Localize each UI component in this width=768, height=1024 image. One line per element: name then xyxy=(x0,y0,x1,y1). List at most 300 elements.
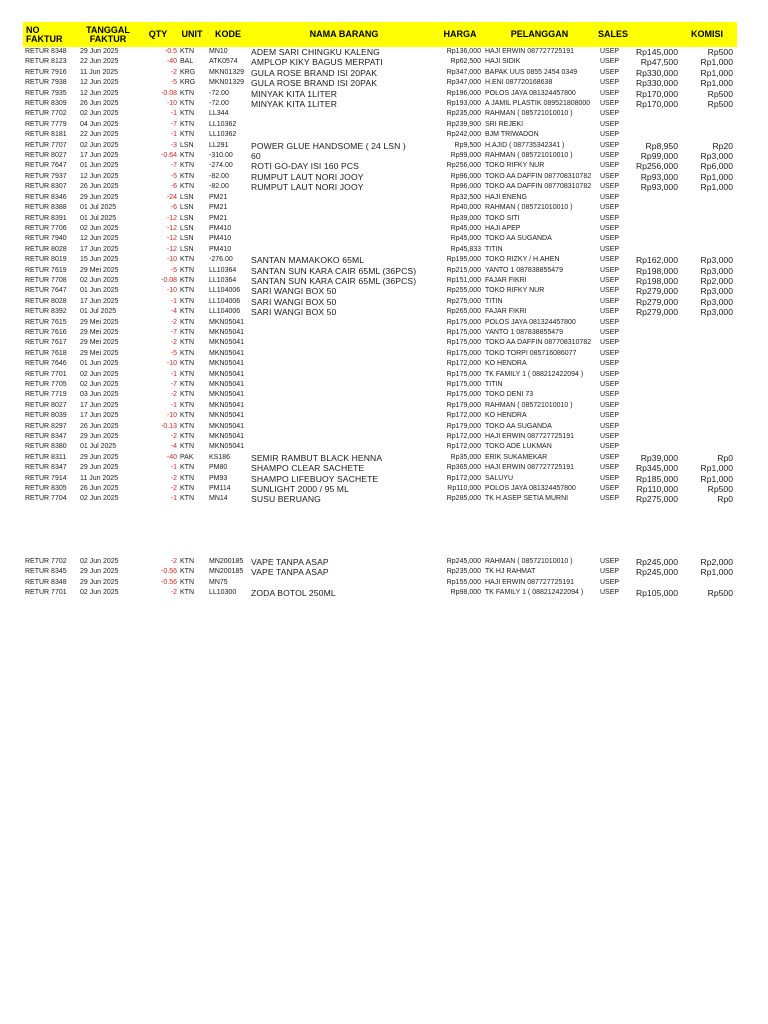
qty-cell[interactable]: -2 xyxy=(170,474,177,482)
unit-cell[interactable]: LSN xyxy=(180,245,194,253)
unit-cell[interactable]: KTN xyxy=(180,152,194,160)
qty-cell[interactable]: -7 xyxy=(170,381,177,388)
pelanggan-cell[interactable]: KO HENDRA xyxy=(485,412,527,420)
no-faktur-cell[interactable]: RETUR 7646 xyxy=(25,360,67,368)
nama-barang-cell[interactable] xyxy=(250,203,438,213)
sales-cell[interactable]: USEP xyxy=(600,172,620,180)
qty-cell[interactable]: -2 xyxy=(170,485,177,493)
harga-jual-cell[interactable] xyxy=(629,578,679,588)
harga-cell[interactable]: Rp172,000 xyxy=(446,474,481,482)
harga-cell[interactable]: Rp155,000 xyxy=(446,578,481,586)
pelanggan-cell[interactable]: TOKO AA SUGANDA xyxy=(485,235,552,243)
komisi-cell[interactable]: Rp3,000 xyxy=(700,255,733,266)
pelanggan-cell[interactable]: RAHMAN ( 085721010010 ) xyxy=(485,110,573,118)
qty-cell[interactable]: -0.56 xyxy=(161,578,177,586)
pelanggan-cell[interactable]: TITIN xyxy=(485,245,503,253)
qty-cell[interactable]: -1 xyxy=(170,495,177,503)
pelanggan-cell[interactable]: TOKO ADE LUKMAN xyxy=(485,443,552,451)
qty-cell[interactable]: -2 xyxy=(170,68,177,76)
harga-cell[interactable]: Rp285,000 xyxy=(446,495,481,503)
kode-cell[interactable]: ATK0574 xyxy=(209,58,238,66)
qty-cell[interactable]: -10 xyxy=(166,287,177,295)
komisi-cell[interactable] xyxy=(679,359,737,369)
komisi-cell[interactable]: Rp1,000 xyxy=(700,171,733,182)
kode-cell[interactable]: -276.00 xyxy=(209,256,233,264)
kode-cell[interactable]: -72.00 xyxy=(209,89,229,97)
kode-cell[interactable]: MKN05041 xyxy=(209,339,245,347)
harga-cell[interactable]: Rp239,900 xyxy=(446,120,481,128)
sales-cell[interactable]: USEP xyxy=(600,89,620,97)
sales-cell[interactable]: USEP xyxy=(600,204,620,212)
harga-cell[interactable]: Rp275,000 xyxy=(446,297,481,305)
kode-cell[interactable]: PM21 xyxy=(209,204,228,212)
nama-barang-cell[interactable]: SARI WANGI BOX 50 xyxy=(251,307,337,318)
tanggal-cell[interactable]: 04 Jun 2025 xyxy=(80,120,119,128)
qty-cell[interactable]: -1 xyxy=(170,297,177,305)
sales-cell[interactable]: USEP xyxy=(600,433,620,441)
harga-cell[interactable]: Rp45,833 xyxy=(450,245,481,253)
komisi-cell[interactable] xyxy=(679,130,737,140)
no-faktur-cell[interactable]: RETUR 7647 xyxy=(25,162,67,170)
nama-barang-cell[interactable] xyxy=(250,422,438,432)
nama-barang-cell[interactable]: GULA ROSE BRAND ISI 20PAK xyxy=(251,78,378,89)
harga-jual-cell[interactable]: Rp8,950 xyxy=(645,140,678,151)
sales-cell[interactable]: USEP xyxy=(600,328,620,336)
harga-jual-cell[interactable]: Rp198,000 xyxy=(635,275,678,286)
tanggal-cell[interactable]: 29 Mei 2025 xyxy=(80,349,119,357)
tanggal-cell[interactable]: 01 Jul 2025 xyxy=(80,204,117,212)
nama-barang-cell[interactable]: POWER GLUE HANDSOME ( 24 LSN ) xyxy=(251,140,406,151)
harga-cell[interactable]: Rp179,000 xyxy=(446,401,481,409)
no-faktur-cell[interactable]: RETUR 7719 xyxy=(25,391,67,399)
unit-cell[interactable]: KTN xyxy=(180,308,194,316)
pelanggan-cell[interactable]: ERIK SUKAMEKAR xyxy=(485,453,548,461)
harga-jual-cell[interactable] xyxy=(629,442,679,452)
unit-cell[interactable]: KTN xyxy=(180,297,194,305)
nama-barang-cell[interactable]: VAPE TANPA ASAP xyxy=(251,556,329,567)
no-faktur-cell[interactable]: RETUR 7707 xyxy=(25,141,67,149)
unit-cell[interactable]: KTN xyxy=(180,495,194,503)
qty-cell[interactable]: -2 xyxy=(170,339,177,347)
no-faktur-cell[interactable]: RETUR 8305 xyxy=(25,485,67,493)
kode-cell[interactable]: PM21 xyxy=(209,214,228,222)
harga-cell[interactable]: Rp151,000 xyxy=(446,276,481,284)
no-faktur-cell[interactable]: RETUR 8392 xyxy=(25,308,67,316)
harga-jual-cell[interactable] xyxy=(629,432,679,442)
komisi-cell[interactable]: Rp500 xyxy=(707,588,733,599)
kode-cell[interactable]: PM80 xyxy=(209,464,228,472)
harga-cell[interactable]: Rp235,000 xyxy=(446,110,481,118)
no-faktur-cell[interactable]: RETUR 7708 xyxy=(25,276,67,284)
komisi-cell[interactable] xyxy=(679,411,737,421)
qty-cell[interactable]: -12 xyxy=(166,214,177,222)
unit-cell[interactable]: KTN xyxy=(180,589,194,597)
qty-cell[interactable]: -2 xyxy=(170,557,177,565)
nama-barang-cell[interactable] xyxy=(250,109,438,119)
no-faktur-cell[interactable]: RETUR 7705 xyxy=(25,381,67,388)
komisi-cell[interactable]: Rp0 xyxy=(717,494,733,505)
harga-jual-cell[interactable] xyxy=(629,214,679,224)
nama-barang-cell[interactable]: SEMIR RAMBUT BLACK HENNA xyxy=(251,452,383,463)
harga-jual-cell[interactable]: Rp170,000 xyxy=(635,88,678,99)
sales-cell[interactable]: USEP xyxy=(600,214,620,222)
pelanggan-cell[interactable]: TK FAMILY 1 ( 088212422094 ) xyxy=(485,589,584,597)
harga-jual-cell[interactable]: Rp345,000 xyxy=(635,463,678,474)
tanggal-cell[interactable]: 15 Jun 2025 xyxy=(80,256,119,264)
sales-cell[interactable]: USEP xyxy=(600,79,620,87)
nama-barang-cell[interactable] xyxy=(250,442,438,452)
sales-cell[interactable]: USEP xyxy=(600,401,620,409)
harga-cell[interactable]: Rp62,500 xyxy=(450,58,481,66)
kode-cell[interactable]: MKN05041 xyxy=(209,370,245,378)
sales-cell[interactable]: USEP xyxy=(600,370,620,378)
no-faktur-cell[interactable]: RETUR 8123 xyxy=(25,58,67,66)
sales-cell[interactable]: USEP xyxy=(600,474,620,482)
harga-jual-cell[interactable] xyxy=(629,338,679,348)
sales-cell[interactable]: USEP xyxy=(600,152,620,160)
qty-cell[interactable]: -5 xyxy=(170,172,177,180)
no-faktur-cell[interactable]: RETUR 7619 xyxy=(25,266,67,274)
nama-barang-cell[interactable] xyxy=(250,328,438,338)
komisi-cell[interactable]: Rp500 xyxy=(707,88,733,99)
unit-cell[interactable]: KTN xyxy=(180,360,194,368)
komisi-cell[interactable] xyxy=(679,370,737,380)
kode-cell[interactable]: MKN01329 xyxy=(209,79,245,87)
qty-cell[interactable]: -4 xyxy=(170,308,177,316)
harga-jual-cell[interactable]: Rp245,000 xyxy=(635,567,678,578)
qty-cell[interactable]: -5 xyxy=(170,349,177,357)
qty-cell[interactable]: -1 xyxy=(170,110,177,118)
komisi-cell[interactable]: Rp3,000 xyxy=(700,286,733,297)
komisi-cell[interactable] xyxy=(679,442,737,452)
harga-jual-cell[interactable] xyxy=(629,109,679,119)
komisi-cell[interactable]: Rp3,000 xyxy=(700,151,733,162)
sales-cell[interactable]: USEP xyxy=(600,287,620,295)
pelanggan-cell[interactable]: BJM TRIWADON xyxy=(485,131,539,139)
unit-cell[interactable]: KTN xyxy=(180,568,194,576)
no-faktur-cell[interactable]: RETUR 7704 xyxy=(25,495,67,503)
harga-cell[interactable]: Rp39,000 xyxy=(450,214,481,222)
harga-jual-cell[interactable] xyxy=(629,318,679,328)
kode-cell[interactable]: MKN01329 xyxy=(209,68,245,76)
no-faktur-cell[interactable]: RETUR 8311 xyxy=(25,453,67,461)
harga-cell[interactable]: Rp99,000 xyxy=(450,152,481,160)
harga-jual-cell[interactable] xyxy=(629,411,679,421)
sales-cell[interactable]: USEP xyxy=(600,256,620,264)
harga-jual-cell[interactable]: Rp170,000 xyxy=(635,99,678,110)
pelanggan-cell[interactable]: TOKO DENI 73 xyxy=(485,391,534,399)
harga-cell[interactable]: Rp32,500 xyxy=(450,193,481,201)
kode-cell[interactable]: MKN05041 xyxy=(209,391,245,399)
tanggal-cell[interactable]: 17 Jun 2025 xyxy=(80,401,119,409)
unit-cell[interactable]: KTN xyxy=(180,422,194,430)
harga-cell[interactable]: Rp235,000 xyxy=(446,568,481,576)
unit-cell[interactable]: BAL xyxy=(180,58,194,66)
komisi-cell[interactable]: Rp1,000 xyxy=(700,473,733,484)
no-faktur-cell[interactable]: RETUR 7706 xyxy=(25,224,67,232)
harga-jual-cell[interactable] xyxy=(629,401,679,411)
harga-cell[interactable]: Rp175,000 xyxy=(446,339,481,347)
kode-cell[interactable]: LL10364 xyxy=(209,276,237,284)
pelanggan-cell[interactable]: TOKO AA SUGANDA xyxy=(485,422,552,430)
qty-cell[interactable]: -0.64 xyxy=(161,152,177,160)
harga-cell[interactable]: Rp215,000 xyxy=(446,266,481,274)
komisi-cell[interactable] xyxy=(679,432,737,442)
kode-cell[interactable]: MN10 xyxy=(209,48,228,55)
unit-cell[interactable]: LSN xyxy=(180,224,194,232)
unit-cell[interactable]: KTN xyxy=(180,276,194,284)
unit-cell[interactable]: KTN xyxy=(180,485,194,493)
pelanggan-cell[interactable]: HAJI ERWIN 087727725191 xyxy=(485,48,574,55)
pelanggan-cell[interactable]: TK HJ RAHMAT xyxy=(485,568,536,576)
tanggal-cell[interactable]: 17 Jun 2025 xyxy=(80,297,119,305)
kode-cell[interactable]: LL291 xyxy=(209,141,229,149)
harga-cell[interactable]: Rp365,000 xyxy=(446,464,481,472)
nama-barang-cell[interactable]: MINYAK KITA 1LITER xyxy=(251,99,338,110)
harga-jual-cell[interactable]: Rp256,000 xyxy=(635,161,678,172)
harga-jual-cell[interactable]: Rp47,500 xyxy=(640,57,678,68)
komisi-cell[interactable] xyxy=(679,109,737,119)
unit-cell[interactable]: KTN xyxy=(180,474,194,482)
sales-cell[interactable]: USEP xyxy=(600,568,620,576)
tanggal-cell[interactable]: 26 Jun 2025 xyxy=(80,183,119,191)
harga-jual-cell[interactable] xyxy=(629,380,679,390)
komisi-cell[interactable]: Rp6,000 xyxy=(700,161,733,172)
pelanggan-cell[interactable]: H.ENI 087720168638 xyxy=(485,79,553,87)
no-faktur-cell[interactable]: RETUR 7615 xyxy=(25,318,67,326)
no-faktur-cell[interactable]: RETUR 7940 xyxy=(25,235,67,243)
harga-cell[interactable]: Rp175,000 xyxy=(446,349,481,357)
komisi-cell[interactable] xyxy=(679,401,737,411)
pelanggan-cell[interactable]: TITIN xyxy=(485,297,503,305)
pelanggan-cell[interactable]: YANTO 1 087838855479 xyxy=(485,328,563,336)
harga-cell[interactable]: Rp242,000 xyxy=(446,131,481,139)
qty-cell[interactable]: -0.08 xyxy=(161,89,177,97)
pelanggan-cell[interactable]: TOKO RIZKY / H.AHEN xyxy=(485,256,560,264)
tanggal-cell[interactable]: 29 Jun 2025 xyxy=(80,433,119,441)
sales-cell[interactable]: USEP xyxy=(600,443,620,451)
komisi-cell[interactable]: Rp0 xyxy=(717,452,733,463)
no-faktur-cell[interactable]: RETUR 7916 xyxy=(25,68,67,76)
sales-cell[interactable]: USEP xyxy=(600,297,620,305)
kode-cell[interactable]: LL10362 xyxy=(209,120,237,128)
sales-cell[interactable]: USEP xyxy=(600,557,620,565)
qty-cell[interactable]: -0.56 xyxy=(161,568,177,576)
nama-barang-cell[interactable] xyxy=(250,193,438,203)
pelanggan-cell[interactable]: RAHMAN ( 085721010010 ) xyxy=(485,152,573,160)
pelanggan-cell[interactable]: TOKO AA DAFFIN 087708310782 xyxy=(485,172,592,180)
unit-cell[interactable]: KTN xyxy=(180,89,194,97)
qty-cell[interactable]: -1 xyxy=(170,464,177,472)
kode-cell[interactable]: MKN05041 xyxy=(209,328,245,336)
kode-cell[interactable]: LL10300 xyxy=(209,589,237,597)
unit-cell[interactable]: KTN xyxy=(180,443,194,451)
tanggal-cell[interactable]: 11 Jun 2025 xyxy=(80,474,119,482)
unit-cell[interactable]: LSN xyxy=(180,204,194,212)
tanggal-cell[interactable]: 17 Jun 2025 xyxy=(80,152,119,160)
sales-cell[interactable]: USEP xyxy=(600,183,620,191)
kode-cell[interactable]: PM410 xyxy=(209,224,232,232)
sales-cell[interactable]: USEP xyxy=(600,589,620,597)
tanggal-cell[interactable]: 01 Jul 2025 xyxy=(80,214,117,222)
kode-cell[interactable]: MKN05041 xyxy=(209,443,245,451)
unit-cell[interactable]: LSN xyxy=(180,214,194,222)
komisi-cell[interactable] xyxy=(679,193,737,203)
komisi-cell[interactable]: Rp500 xyxy=(707,47,733,57)
tanggal-cell[interactable]: 02 Jun 2025 xyxy=(80,110,119,118)
no-faktur-cell[interactable]: RETUR 8297 xyxy=(25,422,67,430)
pelanggan-cell[interactable]: POLOS JAYA 081324457800 xyxy=(485,318,576,326)
kode-cell[interactable]: MKN05041 xyxy=(209,401,245,409)
pelanggan-cell[interactable]: FAJAR FIKRI xyxy=(485,308,527,316)
komisi-cell[interactable]: Rp1,000 xyxy=(700,78,733,89)
nama-barang-cell[interactable] xyxy=(250,245,438,255)
harga-jual-cell[interactable]: Rp93,000 xyxy=(640,182,678,193)
tanggal-cell[interactable]: 29 Mei 2025 xyxy=(80,266,119,274)
unit-cell[interactable]: KTN xyxy=(180,464,194,472)
kode-cell[interactable]: PM410 xyxy=(209,235,232,243)
nama-barang-cell[interactable] xyxy=(250,120,438,130)
pelanggan-cell[interactable]: HAJI SIDIK xyxy=(485,58,521,66)
harga-cell[interactable]: Rp179,000 xyxy=(446,422,481,430)
harga-cell[interactable]: Rp110,000 xyxy=(447,485,481,493)
harga-cell[interactable]: Rp265,000 xyxy=(446,308,481,316)
harga-jual-cell[interactable]: Rp198,000 xyxy=(635,265,678,276)
tanggal-cell[interactable]: 29 Mei 2025 xyxy=(80,318,119,326)
tanggal-cell[interactable]: 01 Jul 2025 xyxy=(80,308,117,316)
no-faktur-cell[interactable]: RETUR 7617 xyxy=(25,339,67,347)
qty-cell[interactable]: -2 xyxy=(170,318,177,326)
sales-cell[interactable]: USEP xyxy=(600,245,620,253)
tanggal-cell[interactable]: 02 Jun 2025 xyxy=(80,495,119,503)
sales-cell[interactable]: USEP xyxy=(600,224,620,232)
sales-cell[interactable]: USEP xyxy=(600,578,620,586)
nama-barang-cell[interactable]: SANTAN SUN KARA CAIR 65ML (36PCS) xyxy=(251,265,417,276)
komisi-cell[interactable] xyxy=(679,120,737,130)
harga-jual-cell[interactable] xyxy=(629,203,679,213)
sales-cell[interactable]: USEP xyxy=(600,48,620,55)
pelanggan-cell[interactable]: TK FAMILY 1 ( 088212422094 ) xyxy=(485,370,584,378)
harga-jual-cell[interactable] xyxy=(629,120,679,130)
harga-cell[interactable]: Rp172,000 xyxy=(446,443,481,451)
nama-barang-cell[interactable]: ZODA BOTOL 250ML xyxy=(251,588,336,599)
sales-cell[interactable]: USEP xyxy=(600,453,620,461)
sales-cell[interactable]: USEP xyxy=(600,495,620,503)
komisi-cell[interactable] xyxy=(679,380,737,390)
no-faktur-cell[interactable]: RETUR 7914 xyxy=(25,474,67,482)
komisi-cell[interactable] xyxy=(679,390,737,400)
pelanggan-cell[interactable]: TOKO RIFKY NUR xyxy=(485,287,545,295)
tanggal-cell[interactable]: 02 Jun 2025 xyxy=(80,141,119,149)
pelanggan-cell[interactable]: BAPAK UUS 0855 2454 0349 xyxy=(485,68,578,76)
no-faktur-cell[interactable]: RETUR 7779 xyxy=(25,120,67,128)
qty-cell[interactable]: -4 xyxy=(170,443,177,451)
kode-cell[interactable]: MKN05041 xyxy=(209,318,245,326)
pelanggan-cell[interactable]: TOKO AA DAFFIN 087708310782 xyxy=(485,183,592,191)
tanggal-cell[interactable]: 29 Mei 2025 xyxy=(80,339,119,347)
kode-cell[interactable]: LL104006 xyxy=(209,297,241,305)
kode-cell[interactable]: PM21 xyxy=(209,193,228,201)
tanggal-cell[interactable]: 12 Jun 2025 xyxy=(80,172,119,180)
no-faktur-cell[interactable]: RETUR 8027 xyxy=(25,152,67,160)
nama-barang-cell[interactable] xyxy=(250,401,438,411)
komisi-cell[interactable]: Rp1,000 xyxy=(700,182,733,193)
qty-cell[interactable]: -1 xyxy=(170,401,177,409)
kode-cell[interactable]: -72.00 xyxy=(209,100,229,108)
nama-barang-cell[interactable] xyxy=(250,380,438,390)
pelanggan-cell[interactable]: RAHMAN ( 085721010010 ) xyxy=(485,401,573,409)
kode-cell[interactable]: LL104006 xyxy=(209,287,241,295)
harga-jual-cell[interactable]: Rp330,000 xyxy=(635,67,678,78)
no-faktur-cell[interactable]: RETUR 7702 xyxy=(25,110,67,118)
tanggal-cell[interactable]: 02 Jun 2025 xyxy=(80,589,119,597)
harga-jual-cell[interactable]: Rp145,000 xyxy=(635,47,678,57)
qty-cell[interactable]: -40 xyxy=(166,58,177,66)
no-faktur-cell[interactable]: RETUR 8028 xyxy=(25,245,67,253)
nama-barang-cell[interactable] xyxy=(250,370,438,380)
harga-jual-cell[interactable] xyxy=(629,370,679,380)
no-faktur-cell[interactable]: RETUR 8309 xyxy=(25,100,67,108)
kode-cell[interactable]: KS186 xyxy=(209,453,231,461)
no-faktur-cell[interactable]: RETUR 8388 xyxy=(25,204,67,212)
harga-jual-cell[interactable]: Rp99,000 xyxy=(640,151,678,162)
kode-cell[interactable]: -310.00 xyxy=(209,152,233,160)
no-faktur-cell[interactable]: RETUR 8346 xyxy=(25,193,67,201)
qty-cell[interactable]: -7 xyxy=(170,162,177,170)
qty-cell[interactable]: -10 xyxy=(166,360,177,368)
komisi-cell[interactable]: Rp1,000 xyxy=(700,57,733,68)
nama-barang-cell[interactable] xyxy=(250,214,438,224)
unit-cell[interactable]: KTN xyxy=(180,557,194,565)
harga-cell[interactable]: Rp175,000 xyxy=(446,370,481,378)
tanggal-cell[interactable]: 01 Jun 2025 xyxy=(80,287,119,295)
sales-cell[interactable]: USEP xyxy=(600,339,620,347)
harga-jual-cell[interactable] xyxy=(629,130,679,140)
qty-cell[interactable]: -1 xyxy=(170,131,177,139)
tanggal-cell[interactable]: 02 Jun 2025 xyxy=(80,370,119,378)
qty-cell[interactable]: -1 xyxy=(170,370,177,378)
tanggal-cell[interactable]: 02 Jun 2025 xyxy=(80,276,119,284)
tanggal-cell[interactable]: 29 Jun 2025 xyxy=(80,464,119,472)
komisi-cell[interactable] xyxy=(679,224,737,234)
unit-cell[interactable]: KTN xyxy=(180,48,194,55)
nama-barang-cell[interactable]: ROTI GO-DAY ISI 160 PCS xyxy=(251,161,360,172)
qty-cell[interactable]: -2 xyxy=(170,589,177,597)
harga-cell[interactable]: Rp45,000 xyxy=(450,224,481,232)
no-faktur-cell[interactable]: RETUR 8345 xyxy=(25,568,67,576)
no-faktur-cell[interactable]: RETUR 8347 xyxy=(25,433,67,441)
no-faktur-cell[interactable]: RETUR 7701 xyxy=(25,589,67,597)
kode-cell[interactable]: MN200185 xyxy=(209,557,244,565)
unit-cell[interactable]: KTN xyxy=(180,162,194,170)
harga-jual-cell[interactable]: Rp162,000 xyxy=(635,255,678,266)
tanggal-cell[interactable]: 01 Jul 2025 xyxy=(80,443,117,451)
kode-cell[interactable]: -82.00 xyxy=(209,172,229,180)
harga-cell[interactable]: Rp347,000 xyxy=(446,68,481,76)
qty-cell[interactable]: -10 xyxy=(166,100,177,108)
sales-cell[interactable]: USEP xyxy=(600,141,620,149)
pelanggan-cell[interactable]: H.AJID ( 087735342341 ) xyxy=(485,141,565,149)
nama-barang-cell[interactable]: SUSU BERUANG xyxy=(251,494,321,505)
harga-jual-cell[interactable] xyxy=(629,390,679,400)
nama-barang-cell[interactable] xyxy=(250,359,438,369)
sales-cell[interactable]: USEP xyxy=(600,131,620,139)
komisi-cell[interactable]: Rp1,000 xyxy=(700,463,733,474)
nama-barang-cell[interactable]: 60 xyxy=(251,151,261,162)
harga-cell[interactable]: Rp195,000 xyxy=(446,256,481,264)
tanggal-cell[interactable]: 26 Jun 2025 xyxy=(80,100,119,108)
tanggal-cell[interactable]: 03 Jun 2025 xyxy=(80,391,119,399)
